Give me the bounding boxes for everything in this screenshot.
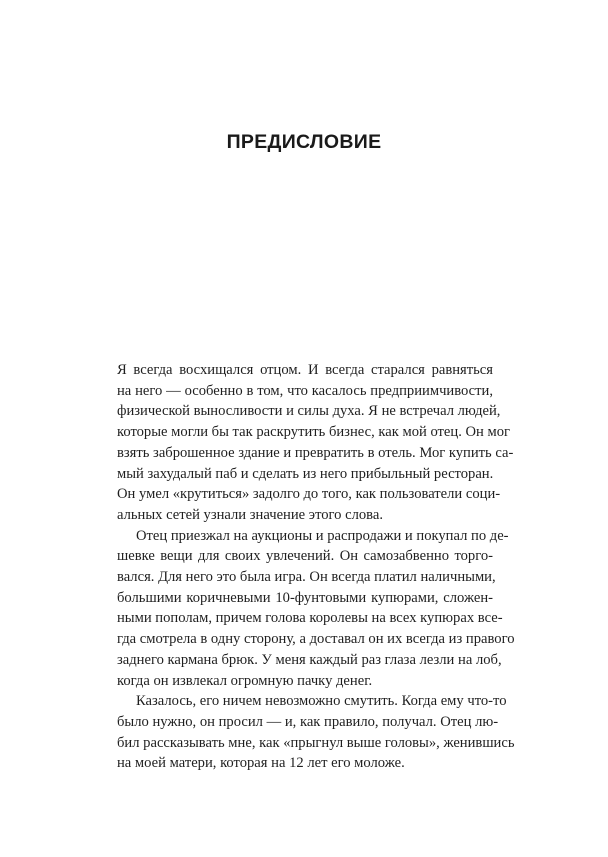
text-line: альных сетей узнали значение этого слова. xyxy=(117,506,383,523)
text-line: заднего кармана брюк. У меня каждый раз глаза лезли на лоб, xyxy=(117,651,502,668)
text-line: на него — особенно в том, что касалось предприимчивости, xyxy=(117,382,493,399)
text-line: ными пополам, причем голова королевы на всех купюрах все- xyxy=(117,610,503,627)
text-line: шевке вещи для своих увлечений. Он самозабвенно торго- xyxy=(117,548,493,565)
text-line: Казалось, его ничем невозможно смутить. Когда ему что-то xyxy=(136,693,507,710)
text-line: которые могли бы так раскрутить бизнес, как мой отец. Он мог xyxy=(117,424,511,441)
text-line: Я всегда восхищался отцом. И всегда старался равняться xyxy=(117,362,493,378)
text-line: Он умел «крутиться» задолго до того, как пользователи соци- xyxy=(117,486,501,503)
text-line: вался. Для него это была игра. Он всегда платил наличными, xyxy=(117,569,496,586)
text-line: Отец приезжал на аукционы и распродажи и покупал по де- xyxy=(136,527,509,544)
text-line: когда он извлекал огромную пачку денег. xyxy=(117,672,373,689)
text-line: физической выносливости и силы духа. Я не встречал людей, xyxy=(117,403,501,420)
text-line: гда смотрела в одну сторону, а доставал он их всегда из правого xyxy=(117,631,515,648)
text-line: мый захудалый паб и сделать из него прибыльный ресторан. xyxy=(117,465,494,482)
body-text xyxy=(117,360,515,774)
chapter-title: ПРЕДИСЛОВИЕ xyxy=(226,131,382,153)
text-line: бил рассказывать мне, как «прыгнул выше головы», женившись xyxy=(117,734,515,751)
text-line: было нужно, он просил — и, как правило, получал. Отец лю- xyxy=(117,713,499,730)
text-line: взять заброшенное здание и превратить в отель. Мог купить са- xyxy=(117,444,514,461)
text-line: большими коричневыми 10-фунтовыми купюрами, сложен- xyxy=(117,589,493,606)
text-line: на моей матери, которая на 12 лет его моложе. xyxy=(117,755,405,772)
